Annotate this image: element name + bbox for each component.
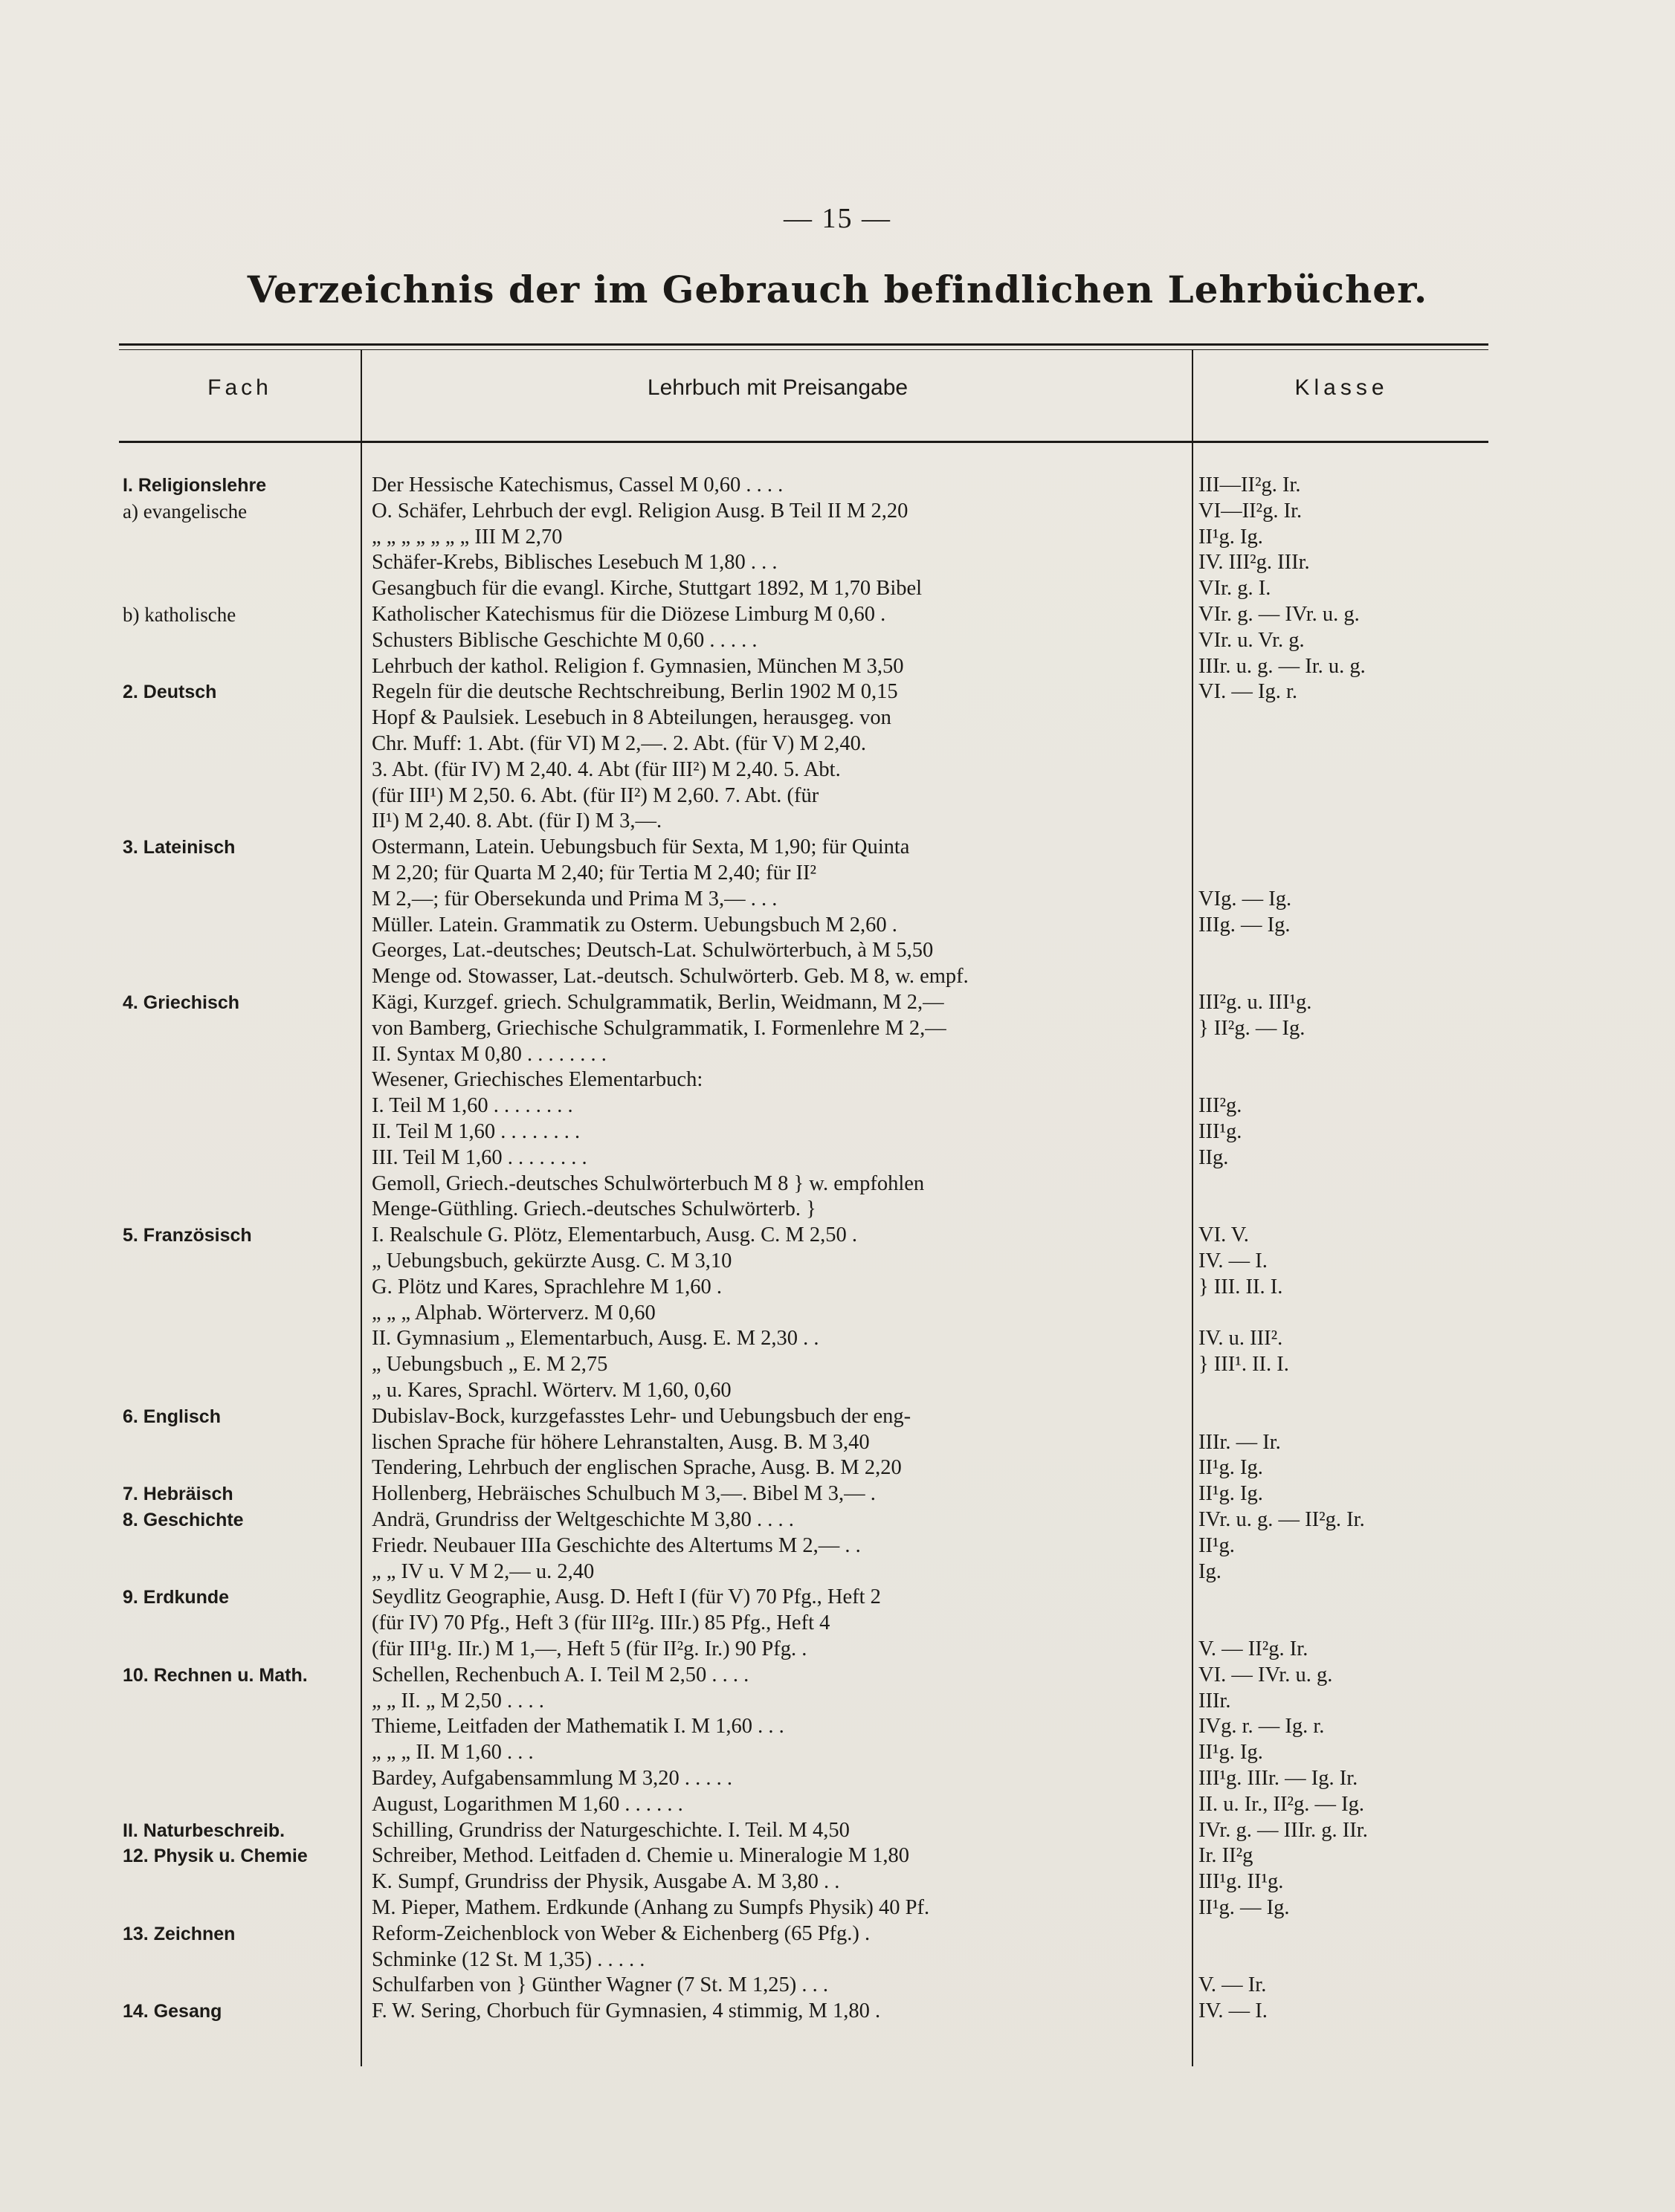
textbook-cell: Bardey, Aufgabensammlung M 3,20 . . . . . [372,1767,732,1790]
klasse-cell: IVr. g. — IIIr. g. IIr. [1198,1819,1368,1842]
textbook-cell: M 2,—; für Obersekunda und Prima M 3,— . . . [372,887,778,911]
klasse-cell: Ir. II²g [1198,1844,1253,1867]
subject-cell: 13. Zeichnen [123,1924,236,1944]
klasse-cell: II¹g. Ig. [1198,1456,1263,1479]
klasse-cell: } III. II. I. [1198,1275,1283,1299]
textbook-cell: K. Sumpf, Grundriss der Physik, Ausgabe A. M 3,80 . . [372,1870,840,1893]
klasse-cell: II¹g. Ig. [1198,1741,1263,1764]
textbook-cell: M 2,20; für Quarta M 2,40; für Tertia M 2,40; für II² [372,861,817,885]
textbook-cell: Menge od. Stowasser, Lat.-deutsch. Schulwörterb. Geb. M 8, w. empf. [372,965,969,988]
textbook-cell: III. Teil M 1,60 . . . . . . . . [372,1146,587,1169]
klasse-cell: VIr. u. Vr. g. [1198,629,1305,652]
klasse-cell: IV. — I. [1198,1999,1268,2022]
header-fach: Fach [207,375,272,400]
klasse-cell: II. u. Ir., II²g. — Ig. [1198,1793,1365,1816]
subject-cell: 10. Rechnen u. Math. [123,1665,308,1686]
klasse-cell: II¹g. Ig. [1198,525,1263,549]
klasse-cell: IIIr. u. g. — Ir. u. g. [1198,655,1366,678]
klasse-cell: IV. — I. [1198,1249,1268,1272]
subject-cell: 14. Gesang [123,2001,222,2022]
textbook-cell: II¹) M 2,40. 8. Abt. (für I) M 3,—. [372,809,662,832]
textbook-cell: O. Schäfer, Lehrbuch der evgl. Religion Ausg. B Teil II M 2,20 [372,499,908,523]
klasse-cell: IIg. [1198,1146,1229,1169]
subject-cell: I. Religionslehre [123,475,267,496]
klasse-cell: VIr. g. — IVr. u. g. [1198,603,1360,626]
textbook-cell: Georges, Lat.-deutsches; Deutsch-Lat. Schulwörterbuch, à M 5,50 [372,939,934,962]
textbook-cell: Andrä, Grundriss der Weltgeschichte M 3,80 . . . . [372,1508,794,1531]
textbook-cell: Menge-Güthling. Griech.-deutsches Schulwörterb. } [372,1197,816,1220]
subject-cell: 12. Physik u. Chemie [123,1846,308,1866]
klasse-cell: VIg. — Ig. [1198,887,1292,911]
klasse-cell: Ig. [1198,1560,1221,1583]
textbook-cell: II. Teil M 1,60 . . . . . . . . [372,1120,581,1143]
textbook-cell: Dubislav-Bock, kurzgefasstes Lehr- und Uebungsbuch der eng- [372,1405,911,1428]
subject-cell: 8. Geschichte [123,1510,244,1530]
textbook-cell: „ Uebungsbuch „ E. M 2,75 [372,1353,608,1376]
textbook-cell: Schreiber, Method. Leitfaden d. Chemie u. Mineralogie M 1,80 [372,1844,910,1867]
klasse-cell: IV. u. III². [1198,1327,1283,1350]
textbook-cell: „ „ „ Alphab. Wörterverz. M 0,60 [372,1301,656,1325]
klasse-cell: IIIr. [1198,1689,1231,1713]
textbook-cell: G. Plötz und Kares, Sprachlehre M 1,60 . [372,1275,722,1299]
textbook-cell: „ „ II. „ M 2,50 . . . . [372,1689,544,1713]
textbook-cell: lischen Sprache für höhere Lehranstalten, Ausg. B. M 3,40 [372,1431,870,1454]
subject-cell: 4. Griechisch [123,992,240,1013]
textbook-cell: Katholischer Katechismus für die Diözese Limburg M 0,60 . [372,603,886,626]
klasse-cell: } II²g. — Ig. [1198,1017,1306,1040]
header-lehrbuch: Lehrbuch mit Preisangabe [647,375,908,400]
table-top-rule [119,343,1488,346]
textbook-cell: „ u. Kares, Sprachl. Wörterv. M 1,60, 0,60 [372,1379,732,1402]
klasse-cell: IIIr. — Ir. [1198,1431,1281,1454]
textbook-cell: Seydlitz Geographie, Ausg. D. Heft I (für V) 70 Pfg., Heft 2 [372,1585,881,1608]
textbook-cell: Friedr. Neubauer IIIa Geschichte des Altertums M 2,— . . [372,1534,861,1557]
textbook-cell: Tendering, Lehrbuch der englischen Sprache, Ausg. B. M 2,20 [372,1456,902,1479]
textbook-cell: Schusters Biblische Geschichte M 0,60 . . . . . [372,629,758,652]
textbook-cell: Reform-Zeichenblock von Weber & Eichenberg (65 Pfg.) . [372,1922,871,1945]
klasse-cell: III¹g. II¹g. [1198,1870,1284,1893]
textbook-cell: Schilling, Grundriss der Naturgeschichte. I. Teil. M 4,50 [372,1819,850,1842]
textbook-cell: Der Hessische Katechismus, Cassel M 0,60 . . . . [372,473,784,497]
textbook-cell: Regeln für die deutsche Rechtschreibung, Berlin 1902 M 0,15 [372,680,898,703]
klasse-cell: V. — Ir. [1198,1973,1267,1996]
textbook-cell: „ „ IV u. V M 2,— u. 2,40 [372,1560,595,1583]
klasse-cell: IVg. r. — Ig. r. [1198,1715,1325,1738]
page-number: — 15 — [784,203,891,234]
textbook-cell: Schulfarben von } Günther Wagner (7 St. M 1,25) . . . [372,1973,829,1996]
textbook-cell: Wesener, Griechisches Elementarbuch: [372,1068,703,1091]
textbook-cell: M. Pieper, Mathem. Erdkunde (Anhang zu Sumpfs Physik) 40 Pf. [372,1896,930,1919]
textbook-cell: Müller. Latein. Grammatik zu Osterm. Uebungsbuch M 2,60 . [372,913,897,937]
textbook-cell: Gemoll, Griech.-deutsches Schulwörterbuch M 8 } w. empfohlen [372,1172,925,1195]
subject-cell: 5. Französisch [123,1225,252,1246]
subject-cell: a) evangelische [123,500,248,523]
klasse-cell: IIIg. — Ig. [1198,913,1291,937]
textbook-cell: Hollenberg, Hebräisches Schulbuch M 3,—. Bibel M 3,— . [372,1482,876,1505]
klasse-cell: III²g. [1198,1094,1242,1117]
textbook-cell: (für III¹g. IIr.) M 1,—, Heft 5 (für II²g. Ir.) 90 Pfg. . [372,1637,807,1660]
klasse-cell: III¹g. IIIr. — Ig. Ir. [1198,1767,1358,1790]
table-top-rule-thin [119,349,1488,350]
textbook-cell: Chr. Muff: 1. Abt. (für VI) M 2,—. 2. Abt. (für V) M 2,40. [372,732,866,755]
klasse-cell: III¹g. [1198,1120,1242,1143]
textbook-cell: Gesangbuch für die evangl. Kirche, Stuttgart 1892, M 1,70 Bibel [372,577,923,600]
column-divider-1 [361,349,362,2066]
subject-cell: 6. Englisch [123,1406,221,1427]
textbook-cell: Ostermann, Latein. Uebungsbuch für Sexta, M 1,90; für Quinta [372,835,910,858]
textbook-cell: „ Uebungsbuch, gekürzte Ausg. C. M 3,10 [372,1249,732,1272]
textbook-cell: Schellen, Rechenbuch A. I. Teil M 2,50 . . . . [372,1663,749,1687]
textbook-cell: (für III¹) M 2,50. 6. Abt. (für II²) M 2,60. 7. Abt. (für [372,784,819,807]
textbook-cell: Hopf & Paulsiek. Lesebuch in 8 Abteilungen, herausgeg. von [372,706,891,729]
klasse-cell: } III¹. II. I. [1198,1353,1289,1376]
header-klasse: Klasse [1294,375,1389,400]
klasse-cell: VIr. g. I. [1198,577,1271,600]
subject-cell: 7. Hebräisch [123,1484,233,1504]
textbook-cell: II. Gymnasium „ Elementarbuch, Ausg. E. M 2,30 . . [372,1327,819,1350]
klasse-cell: II¹g. [1198,1534,1235,1557]
subject-cell: II. Naturbeschreib. [123,1820,285,1841]
klasse-cell: V. — II²g. Ir. [1198,1637,1308,1660]
klasse-cell: VI. V. [1198,1223,1249,1246]
klasse-cell: II¹g. — Ig. [1198,1896,1290,1919]
textbook-cell: von Bamberg, Griechische Schulgrammatik, I. Formenlehre M 2,— [372,1017,946,1040]
klasse-cell: II¹g. Ig. [1198,1482,1263,1505]
textbook-cell: I. Realschule G. Plötz, Elementarbuch, Ausg. C. M 2,50 . [372,1223,858,1246]
textbook-cell: (für IV) 70 Pfg., Heft 3 (für III²g. IIIr.) 85 Pfg., Heft 4 [372,1611,830,1634]
textbook-cell: „ „ „ II. M 1,60 . . . [372,1741,534,1764]
column-divider-2 [1192,349,1193,2066]
subject-cell: 2. Deutsch [123,682,217,702]
textbook-cell: August, Logarithmen M 1,60 . . . . . . [372,1793,683,1816]
klasse-cell: III²g. u. III¹g. [1198,991,1312,1014]
textbook-cell: „ „ „ „ „ „ „ III M 2,70 [372,525,563,549]
subject-cell: 3. Lateinisch [123,837,236,858]
textbook-cell: Thieme, Leitfaden der Mathematik I. M 1,60 . . . [372,1715,784,1738]
klasse-cell: IV. III²g. IIIr. [1198,551,1310,574]
subject-cell: 9. Erdkunde [123,1587,230,1608]
textbook-cell: F. W. Sering, Chorbuch für Gymnasien, 4 stimmig, M 1,80 . [372,1999,881,2022]
header-bottom-rule [119,441,1488,443]
textbook-cell: 3. Abt. (für IV) M 2,40. 4. Abt (für III²) M 2,40. 5. Abt. [372,758,841,781]
textbook-cell: Lehrbuch der kathol. Religion f. Gymnasien, München M 3,50 [372,655,904,678]
textbook-cell: Schäfer-Krebs, Biblisches Lesebuch M 1,80 . . . [372,551,778,574]
klasse-cell: VI. — Ig. r. [1198,680,1297,703]
klasse-cell: VI—II²g. Ir. [1198,499,1303,523]
page-title: Verzeichnis der im Gebrauch befindlichen Lehrbücher. [247,268,1428,311]
subject-cell: b) katholische [123,604,236,626]
klasse-cell: VI. — IVr. u. g. [1198,1663,1333,1687]
textbook-cell: Kägi, Kurzgef. griech. Schulgrammatik, Berlin, Weidmann, M 2,— [372,991,944,1014]
textbook-cell: Schminke (12 St. M 1,35) . . . . . [372,1948,645,1971]
klasse-cell: III—II²g. Ir. [1198,473,1301,497]
textbook-cell: II. Syntax M 0,80 . . . . . . . . [372,1043,607,1066]
textbook-cell: I. Teil M 1,60 . . . . . . . . [372,1094,573,1117]
klasse-cell: IVr. u. g. — II²g. Ir. [1198,1508,1365,1531]
